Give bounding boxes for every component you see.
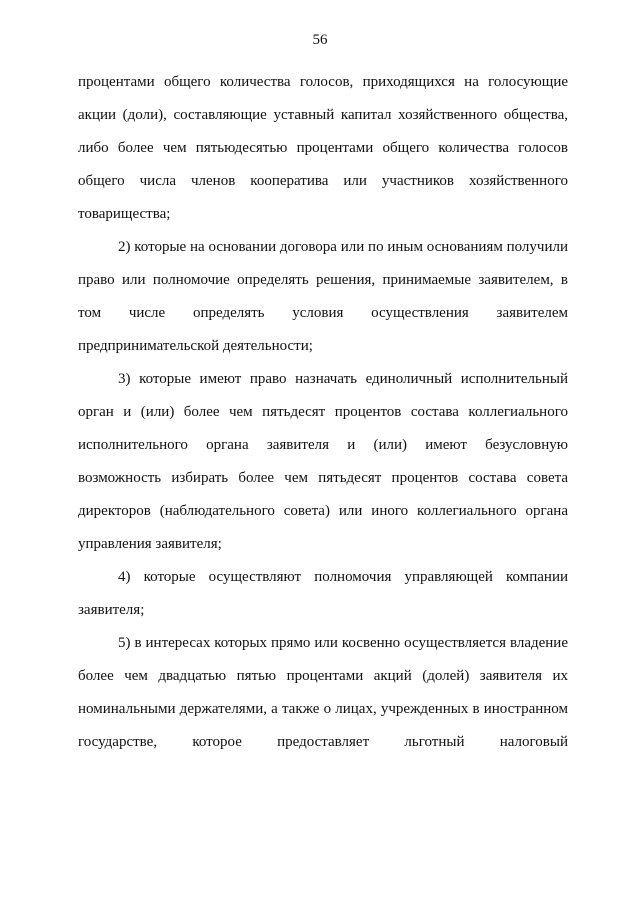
document-body [78,66,568,759]
page-number: 56 [312,32,328,48]
paragraph-item-4: 4) которые осуществляют полномочия управляющей компании заявителя; [78,569,568,618]
paragraph-continuation: процентами общего количества голосов, приходящихся на голосующие акции (доли), составляющие уставный капитал хозяйственного общества, либо более чем пятьюдесятью процентами общего количества голосов общего числа членов кооператива или участников хозяйственного товарищества; [78,74,568,222]
paragraph-item-5: 5) в интересах которых прямо или косвенно осуществляется владение более чем двадцатью пятью процентами акций (долей) заявителя их номинальными держателями, а также о лицах, учрежденных в иностранном государстве, которое предоставляет льготный налоговый [78,635,568,750]
paragraph-item-3: 3) которые имеют право назначать единоличный исполнительный орган и (или) более чем пятьдесят процентов состава коллегиального исполнительного органа заявителя и (или) имеют безусловную возможность избирать более чем пятьдесят процентов состава совета директоров (наблюдательного совета) или иного коллегиального органа управления заявителя; [78,371,568,552]
paragraph-item-2: 2) которые на основании договора или по иным основаниям получили право или полномочие определять решения, принимаемые заявителем, в том числе определять условия осуществления заявителем предпринимательской деятельности; [78,239,568,354]
